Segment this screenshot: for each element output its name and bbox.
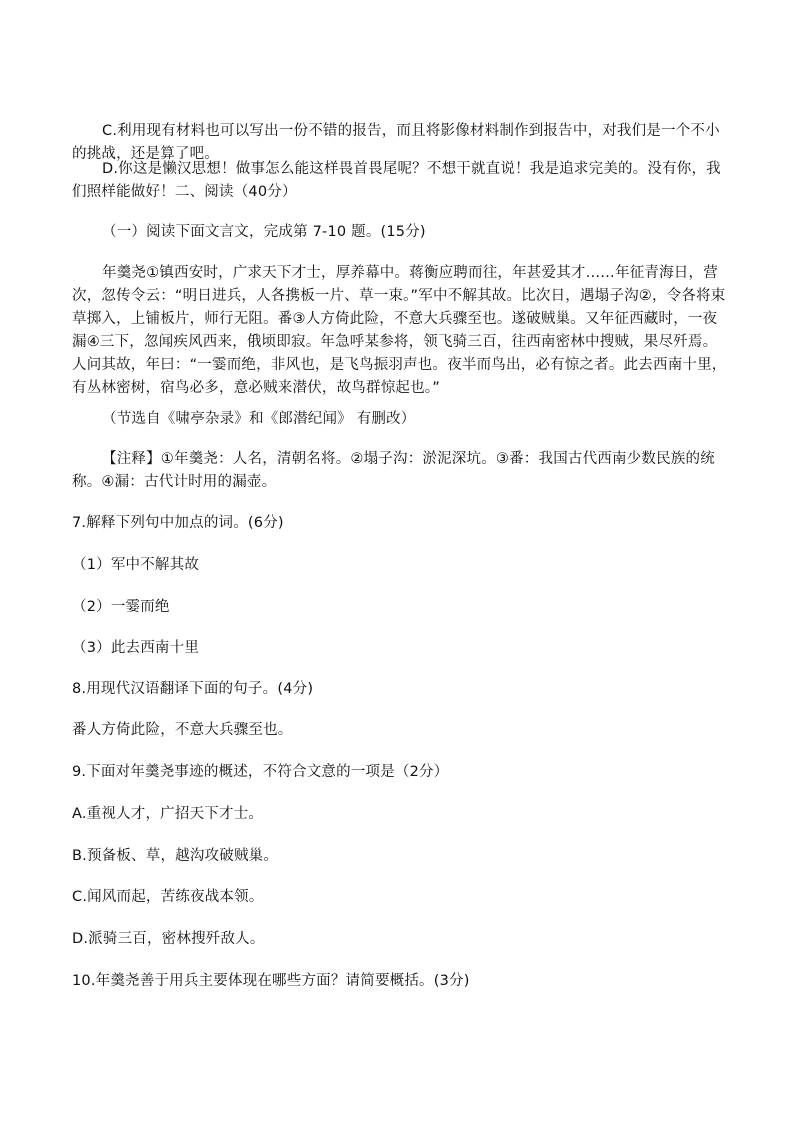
classical-passage: 年羹尧①镇西安时，广求天下才士，厚养幕中。蒋衡应聘而往，年甚爱其才……年征青海日，营次，忽传令云：“明日进兵，人各携板一片、草一束。”军中不解其故。比次日，遇塌子沟②，令各将束草掷入，上铺板片，师行无阻。番③人方倚此险，不意大兵骤至也。遂破贼巢。又年征西藏时，一夜漏④三下，忽闻疾风西来，俄顷即寂。年急呼某参将，领飞骑三百，往西南密林中搜贼，果尽歼焉。人问其故，年曰：“一霎而绝，非风也，是飞鸟振羽声也。夜半而鸟出，必有惊之者。此去西南十里，有丛林密树，宿鸟必多，意必贼来潜伏，故鸟群惊起也。”	[72, 265, 727, 396]
question-9-option-d: D.派骑三百，密林搜歼敌人。	[72, 931, 265, 947]
question-9-option-c: C.闻风而起，苦练夜战本领。	[72, 889, 264, 905]
question-9-option-a: A.重视人才，广招天下才士。	[72, 806, 264, 822]
question-7: 7.解释下列句中加点的词。(6分)	[72, 515, 284, 531]
passage-notes: 【注释】①年羹尧：人名，清朝名将。②塌子沟：淤泥深坑。③番：我国古代西南少数民族的统称。④漏：古代计时用的漏壶。	[72, 451, 715, 490]
question-9: 9.下面对年羹尧事迹的概述，不符合文意的一项是（2分）	[72, 764, 449, 780]
option-d-text: D.你这是懒汉思想！做事怎么能这样畏首畏尾呢？不想干就直说！我是追求完美的。没有你，我们照样能做好！二、阅读（40分）	[72, 161, 721, 200]
question-10: 10.年羹尧善于用兵主要体现在哪些方面？请简要概括。(3分)	[72, 973, 470, 989]
question-8-sentence: 番人方倚此险，不意大兵骤至也。	[72, 722, 293, 738]
section-heading: （一）阅读下面文言文，完成第 7-10 题。(15分)	[102, 224, 426, 240]
question-7-item-1: （1）军中不解其故	[72, 557, 200, 573]
option-c-text: C.利用现有材料也可以写出一份不错的报告，而且将影像材料制作到报告中，对我们是一个不小的挑战，还是算了吧。	[72, 123, 720, 162]
question-7-item-2: （2）一霎而绝	[72, 599, 170, 615]
passage-source: （节选自《啸亭杂录》和《郎潜纪闻》 有删改）	[102, 411, 416, 427]
question-7-item-3: （3）此去西南十里	[72, 640, 200, 656]
question-9-option-b: B.预备板、草，越沟攻破贼巢。	[72, 848, 279, 864]
question-8: 8.用现代汉语翻译下面的句子。(4分)	[72, 681, 314, 697]
